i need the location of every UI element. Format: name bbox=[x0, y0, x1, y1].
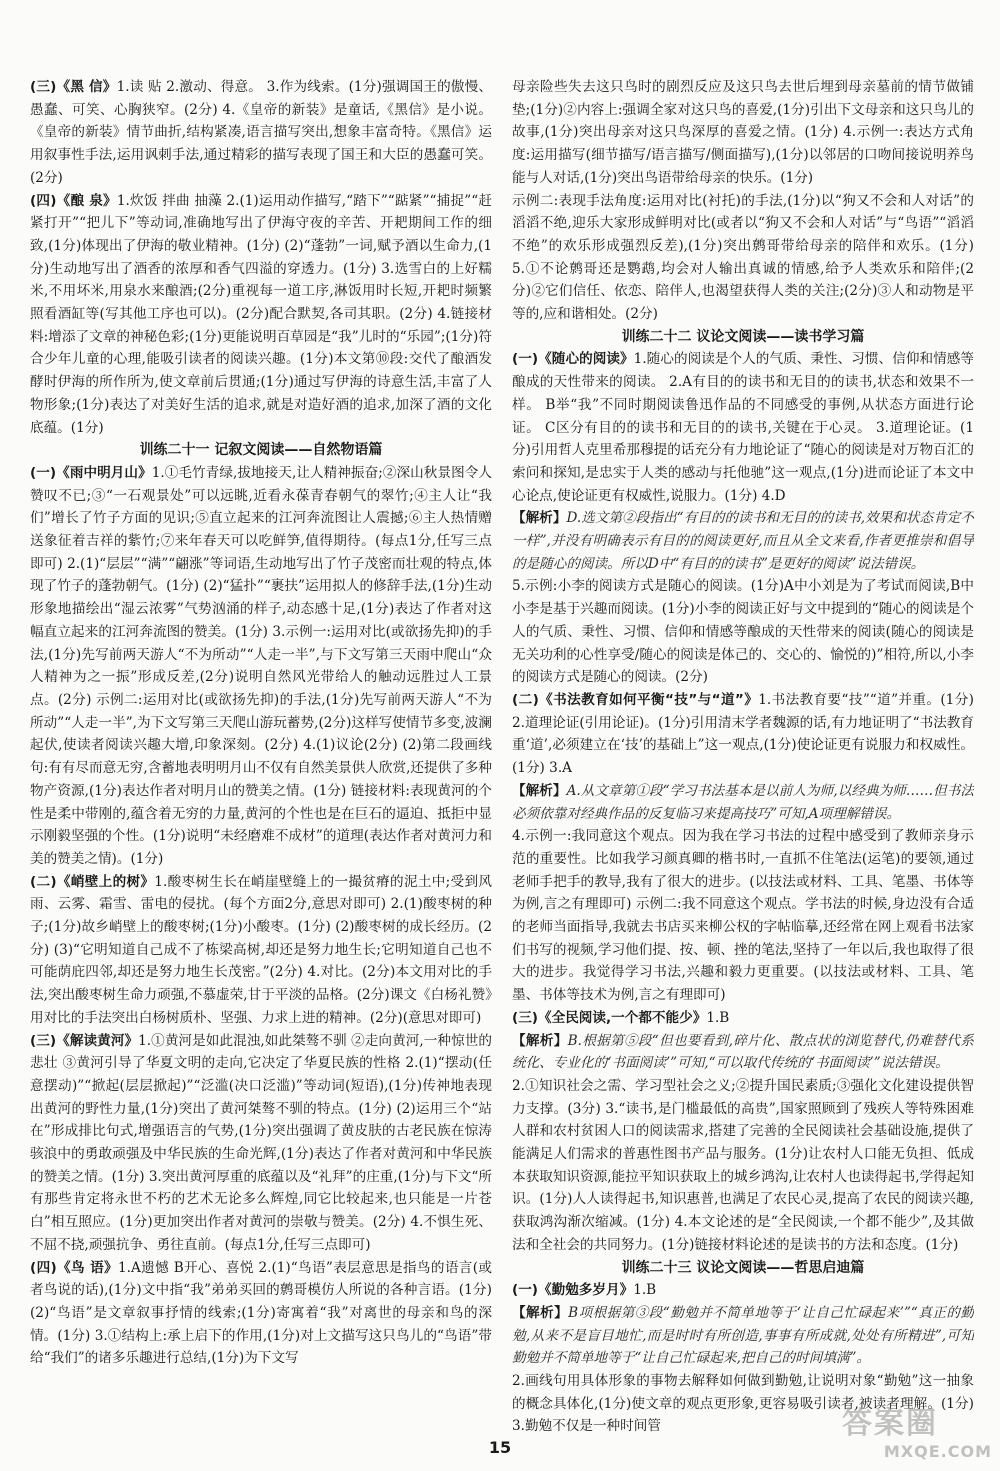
section-label: (四)《酿 泉》 bbox=[30, 192, 117, 209]
answer-text: 1.书法教育要“技”“道”并重。(1分) 2.道理论证(引用论证)。(1分)引用清末学者魏源的话,有力地证明了“书法教育重‘道’,必须建立在‘技’的基础上”这一观点,(1分)使论证更有说服力和权威性。(1分) 3.A bbox=[512, 691, 974, 777]
analysis-text: B项根据第③段“勤勉并不简单地等于‘让自己忙碌起来’”“真正的勤勉,从来不是盲目地忙,而是时时有所创造,事事有所成就,处处有所精进”,可知勤勉并不简单地等于“让自己忙碌起来,把自己的时间填满”。 bbox=[512, 1304, 974, 1367]
answer-text: 1.读 贴 2.激动、得意。 3.作为线索。(1分)强调国王的傲慢、愚蠢、可笑、心胸狭窄。(2分) 4.《皇帝的新装》是童话,《黑信》是小说。《皇帝的新装》情节曲折,结构紧凑,语言描写突出,想象丰富奇特。《黑信》运用叙事性手法,运用讽刺手法,通过精彩的描写表现了国王和大臣的愚蠢可笑。(2分) bbox=[30, 79, 492, 186]
analysis-text: B.根据第⑤段“但也要看到,碎片化、散点状的浏览替代,仍难替代系统化、专业化的‘书面阅读’”可知,“可以取代传统的‘书面阅读’”说法错误。 bbox=[512, 1032, 974, 1072]
answer-paragraph bbox=[30, 871, 492, 1030]
section-heading: 训练二十二 议论文阅读——读书学习篇 bbox=[621, 328, 865, 345]
answer-text: 1.酸枣树生长在峭崖壁缝上的一撮贫瘠的泥土中;受到风雨、云雾、霜雪、雷电的侵扰。(每个方面2分,意思对即可) 2.(1)酸枣树的种子;(1分)故乡峭壁上的酸枣树;(1分)小酸枣。(1分) (2)酸枣树的成长经历。(2分) (3)“它明知道自己成不了栋梁高树,却还是努力地生长;它明知道自己也不可能荫庇四邻,却还是努力地生长茂密。”(2分) 4.对比。(2分)本文用对比的手法,突出酸枣树生命力顽强,不慕虚荣,甘于平淡的品格。(2分)课文《白杨礼赞》用对比的手法突出白杨树质朴、坚强、力求上进的精神。(2分)(意思对即可) bbox=[30, 873, 492, 1026]
answer-paragraph bbox=[512, 1279, 974, 1302]
answer-paragraph bbox=[512, 76, 974, 190]
watermark bbox=[842, 1398, 992, 1466]
section-label: (二)《峭壁上的树》 bbox=[30, 873, 155, 890]
answer-text: 母亲险些失去这只鸟时的剧烈反应及这只鸟去世后埋到母亲墓前的情节做铺垫;(1分)②内容上:强调全家对这只鸟的喜爱,(1分)引出下文母亲和这只鸟儿的故事,(1分)突出母亲对这只鸟深厚的喜爱之情。(1分) 4.示例一:表达方式角度:运用描写(细节描写/语言描写/侧面描写),(1分)以邻居的口吻间接说明养鸟能与人对话,(1分)突出鸟语带给母亲的快乐。(1分) bbox=[512, 79, 974, 186]
answer-paragraph bbox=[512, 1075, 974, 1257]
section-label: (一)《雨中明月山》 bbox=[30, 464, 152, 481]
section-label: (三)《全民阅读,一个都不能少》 bbox=[512, 1009, 707, 1026]
answer-paragraph bbox=[30, 462, 492, 871]
answer-paragraph bbox=[30, 1030, 492, 1257]
answer-text: 1.①毛竹青绿,拔地接天,让人精神振奋;②深山秋景图令人赞叹不已;③“一石观景处”可以远眺,近看永葆青春朝气的翠竹;④主人让“我们”增长了竹子方面的见识;⑤直立起来的江河奔流图让人震撼;⑥主人热情赠送象征着吉祥的紫竹;⑦来年春天可以吃鲜笋,值得期待。(每点1分,任写三点即可) 2.(1)“层层”“满”“翩涨”等词语,生动地写出了竹子茂密而壮观的特点,体现了竹子的蓬勃朝气。(1分) (2)“猛扑”“裹扶”运用拟人的修辞手法,(1分)生动形象地描绘出“湿云浓雾”气势汹涌的样子,动态感十足,(1分)表达了作者对这幅直立起来的江河奔流图的赞美。(1分) 3.示例一:运用对比(或欲扬先抑)的手法,(1分)先写前两天游人“不为所动”“人走一半”,与下文写第三天雨中爬山“众人精神为之一振”形成反差,(2分)说明自然风光带给人的触动远胜过人工景点。(2分) 示例二:运用对比(或欲扬先抑)的手法,(1分)先写前两天游人“不为所动”“人走一半”,为下文写第三天爬山游玩蓄势,(2分)这样写使情节多变,波澜起伏,使读者阅读兴趣大增,印象深刻。(2分) 4.(1)议论(2分) (2)第二段画线句:有有尽而意无穷,含蓄地表明明月山不仅有自然美景供人欣赏,还提供了多种物产资源,(1分)表达作者对明月山的赞美之情。(1分) 链接材料:表现黄河的个性是柔中带刚的,蕴含着无穷的力量,黄河的个性也是在巨石的逼迫、抵拒中显示刚毅坚强的个性。(1分)说明“未经磨难不成材”的道理(表达作者对黄河力和美的赞美之情)。(1分) bbox=[30, 464, 492, 867]
answer-text: 1.B bbox=[633, 1282, 657, 1299]
section-heading: 训练二十一 记叙文阅读——自然物语篇 bbox=[139, 442, 383, 459]
analysis-label: 【解析】 bbox=[512, 510, 567, 527]
answer-text: 1.随心的阅读是个人的气质、秉性、习惯、信仰和情感等酿成的天性带来的阅读。 2.A有目的的读书和无目的的读书,状态和效果不一样。 B举“我”不同时期阅读鲁迅作品的不同感受的事例,从状态方面进行论证。 C区分有目的的读书和无目的的读书,关键在于心灵。 3.道理论证。(1分)引用哲人克里希那穆提的话充分有力地论证了“随心的阅读是对万物百汇的索问和探知,是忠实于人类的感动与托他驰”这一观点,(1分)进而论证了本文中心论点,使论证更有权威性,说服力。(1分) 4.D bbox=[512, 351, 974, 504]
analysis-label: 【解析】 bbox=[512, 1304, 569, 1321]
section-label: (三)《黑 信》 bbox=[30, 79, 117, 95]
answer-paragraph bbox=[512, 825, 974, 1007]
analysis-paragraph bbox=[512, 1302, 974, 1370]
section-label: (四)《鸟 语》 bbox=[30, 1259, 118, 1276]
document-page bbox=[30, 76, 974, 1438]
answer-text: 5.示例:小李的阅读方式是随心的阅读。(1分)A中小刘是为了考试而阅读,B中小李是基于兴趣而阅读。(1分)小李的阅读正好与文中提到的“随心的阅读是个人的气质、秉性、习惯、信仰和情感等酿成的天性带来的阅读(随心的阅读是无关功利的心性享受/随心的阅读是体己的、交心的、愉悦的)”相符,所以,小李的阅读方式是随心的阅读。(2分) bbox=[512, 578, 974, 686]
answer-text: 1.A遗憾 B开心、喜悦 2.(1)“鸟语”表层意思是指鸟的语言(或者鸟说的话),(1分)文中指“我”弟弟买回的鹩哥模仿人所说的各种言语。(1分) (2)“鸟语”是文章叙事抒情的线索;(1分)寄寓着“我”对离世的母亲和鸟的深情。(1分) 3.①结构上:承上启下的作用,(1分)对上文描写这只鸟儿的“鸟语”带给“我们”的诸多乐趣进行总结,(1分)为下文写 bbox=[30, 1259, 492, 1367]
answer-text: 2.①知识社会之需、学习型社会之义;②提升国民素质;③强化文化建设提供智力支撑。(3分) 3.“读书,是门槛最低的高贵”,国家照顾到了残疾人等特殊困难人群和农村贫困人口的阅读需求,搭建了完善的全民阅读社会基础设施,提供了能满足人们需求的普惠性图书产品与服务。(1分)让农村人口能无负担、低成本获取知识资源,能拉平知识获取上的城乡鸿沟,让农村人也读得起书,学得起知识。(1分)人人读得起书,知识惠普,也满足了农民心灵,提高了农民的阅读兴趣,获取鸿沟渐次缩减。(1分) 4.本文论述的是“全民阅读,一个都不能少”,及其做法和全社会的共同努力。(1分)链接材料论述的是读书的方法和态度。(1分) bbox=[512, 1077, 974, 1253]
analysis-label: 【解析】 bbox=[512, 782, 567, 799]
section-label: (三)《解读黄河》 bbox=[30, 1032, 139, 1049]
analysis-paragraph bbox=[512, 507, 974, 575]
section-label: (一)《勤勉多岁月》 bbox=[512, 1282, 634, 1299]
answer-paragraph bbox=[30, 190, 492, 440]
answer-paragraph bbox=[30, 76, 492, 190]
answer-paragraph bbox=[512, 190, 974, 326]
analysis-paragraph bbox=[512, 780, 974, 825]
analysis-text: D.选文第②段指出“有目的的读书和无目的的读书,效果和状态肯定不一样”,并没有明确表示有目的的阅读更好,而且从全文来看,作者更推崇和倡导的是随心的阅读。所以D中“有目的的读书”是更好的阅读”说法错误。 bbox=[512, 510, 974, 572]
analysis-label: 【解析】 bbox=[512, 1032, 568, 1049]
answer-paragraph bbox=[512, 689, 974, 780]
answer-text: 1.①黄河是如此混浊,如此桀骜不驯 ②走向黄河,一种惊世的悲壮 ③黄河引导了华夏文明的走向,它决定了华夏民族的性格 2.(1)“摆动(任意摆动)”“掀起(层层掀起)”“泛滥(决口泛滥)”等动词(短语),(1分)传神地表现出黄河的野性力量,(1分)突出了黄河桀骜不驯的特点。(1分) (2)运用三个“站在”形成排比句式,增强语言的气势,(1分)突出强调了黄皮肤的古老民族在惊涛骇浪中的勇敢顽强及中华民族的生命光辉,(1分)表达了作者对黄河和中华民族的赞美之情。(1分) 3.突出黄河厚重的底蕴以及“礼拜”的庄重,(1分)与下文“所有那些肯定将永世不朽的艺术无论多么辉煌,同它比较起来,也只能是一片苍白”相互照应。(1分)更加突出作者对黄河的崇敬与赞美。(2分) 4.不惧生死、不屈不挠,顽强抗争、勇往直前。(每点1分,任写三点即可) bbox=[30, 1032, 492, 1253]
answer-text: 示例二:表现手法角度:运用对比(衬托)的手法,(1分)以“狗又不会和人对话”的滔滔不绝,迎乐大家形成鲜明对比(或者以“狗又不会和人对话”与“鸟语”“滔滔不绝”的欢乐形成强烈反差),(1分)突出鹩哥带给母亲的陪伴和欢乐。(1分) 5.①不论鹩哥还是鹦鹉,均会对人输出真诚的情感,给予人类欢乐和陪伴;(2分)②它们信任、依恋、陪伴人,也渴望获得人类的关注;(2分)③人和动物是平等的,应和谐相处。(2分) bbox=[512, 192, 974, 323]
section-label: (二)《书法教育如何平衡“技”与“道”》 bbox=[512, 691, 759, 708]
answer-paragraph bbox=[512, 348, 974, 507]
answer-paragraph bbox=[30, 1257, 492, 1371]
right-column bbox=[512, 76, 974, 1438]
section-label: (一)《随心的阅读》 bbox=[512, 351, 634, 368]
answer-text: 1.炊饭 拌曲 抽藻 2.(1)运用动作描写,“踏下”“踮紧”“捕捉”“赶紧打开”“把儿下”等动词,准确地写出了伊海守夜的辛苦、开耙期间工作的细致,(1分)体现出了伊海的敬业精神。(1分) (2)“蓬勃”一词,赋予酒以生命力,(1分)生动地写出了酒香的浓厚和香气四溢的穿透力。(1分) 3.选雪白的上好糯米,不用坏米,用泉水来酿酒;(2分)重视每一道工序,淋饭用时长短,开耙时频繁照看酒缸等(写其他工序也可以)。(2分)配合默契,各司其职。(2分) 4.链接材料:增添了文章的神秘色彩;(1分)更能说明百草园是“我”儿时的“乐园”;(1分)符合少年儿童的心理,能吸引读者的阅读兴趣。(1分)本文第⑩段:交代了酿酒发酵时伊海的所作所为,使文章前后贯通;(1分)通过写伊海的诗意生活,丰富了人物形象;(1分)表达了对美好生活的追求,就是对造好酒的追求,加深了酒的文化底蕴。(1分) bbox=[30, 192, 492, 436]
section-heading: 训练二十三 议论文阅读——哲思启迪篇 bbox=[621, 1259, 865, 1276]
answer-text: 4.示例一:我同意这个观点。因为我在学习书法的过程中感受到了教师亲身示范的重要性。比如我学习颜真卿的楷书时,一直抓不住笔法(运笔)的要领,通过老师手把手的教导,我有了很大的进步。(以技法或材料、工具、笔墨、书体等为例,言之有理即可) 示例二:我不同意这个观点。学书法的时候,身边没有合适的老师当面指导,我就去书店买来柳公权的字帖临摹,还经常在网上观看书法家们书写的视频,学习他们提、按、顿、挫的笔法,坚持了一年以后,我也取得了很大的进步。我觉得学习书法,兴趣和毅力更重要。(以技法或材料、工具、笔墨、书体等技术为例,言之有理即可) bbox=[512, 828, 974, 1004]
left-column bbox=[30, 76, 492, 1438]
page-number: 15 bbox=[488, 1438, 512, 1457]
answer-text: 2.画线句用具体形象的事物去解释如何做到勤勉,让说明对象“勤勉”这一抽象的概念具体化,(1分)使文章的观点更形象,更容易吸引读者,被读者理解。(1分) 3.勤勉不仅是一种时间管 bbox=[512, 1373, 974, 1435]
answer-paragraph bbox=[512, 575, 974, 689]
watermark-url: MXQE.COM bbox=[883, 1442, 992, 1461]
watermark-logo: 答案圈 bbox=[842, 1406, 938, 1441]
answer-paragraph bbox=[512, 1007, 974, 1030]
analysis-text: A.从文章第①段“学习书法基本是以前人为师,以经典为师……但书法必须依靠对经典作品的反复临习来提高技巧”可知,A项理解错误。 bbox=[512, 782, 974, 822]
analysis-paragraph bbox=[512, 1030, 974, 1075]
answer-text: 1.B bbox=[706, 1009, 730, 1026]
